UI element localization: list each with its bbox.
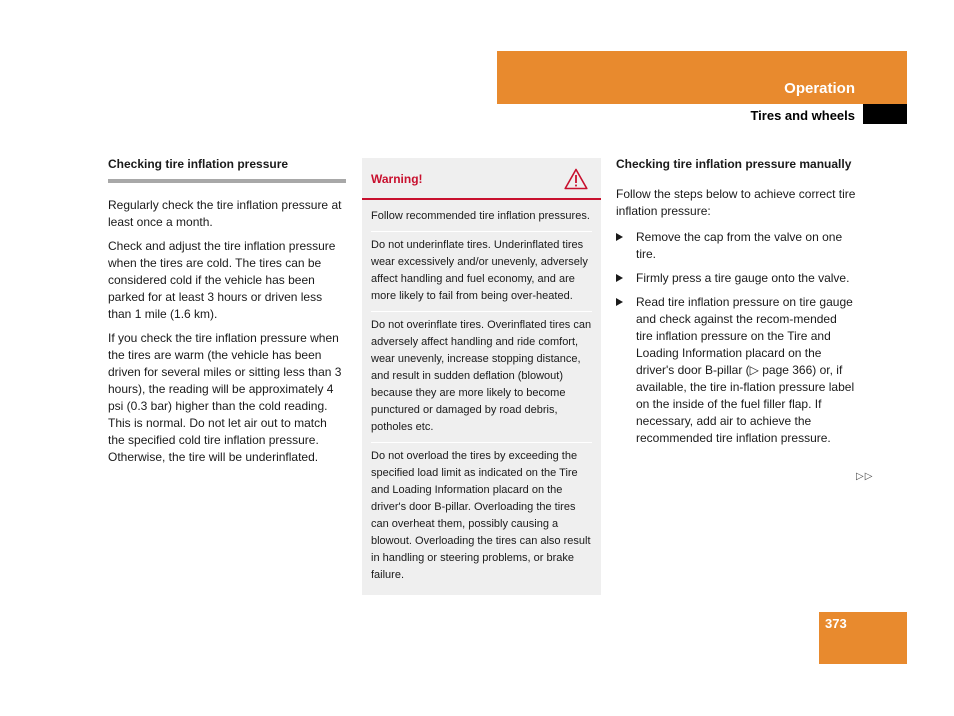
warning-paragraph: Do not underinflate tires. Underinflated tires wear excessively and/or unevenly, adversely affect handling and fuel economy, and are more likely to fail from being over-heated. [371,232,592,312]
step-text: Read tire inflation pressure on tire gauge and check against the recom-mended tire inflation pressure on the Tire and Loading Information placard on the driver's door B-pillar (▷ page 366) or, if available, the tire in-flation pressure label on the inside of the fuel filler flap. If necessary, add air to achieve the recommended tire inflation pressure. [636,295,855,445]
warning-paragraph: Do not overload the tires by exceeding the specified load limit as indicated on the Tire and Loading Information placard on the driver's door B-pillar. Overloading the tires can overheat them, possibly causing a blowout. Overloading the tires can also result in handling or steering problems, or brake failure. [371,450,591,581]
left-paragraph: Check and adjust the tire inflation pressure when the tires are cold. The tires can be considered cold if the vehicle has been parked for at least 3 hours or driven less than 1 mile (1.6 km). [108,239,336,321]
step-text: Firmly press a tire gauge onto the valve. [636,271,850,285]
warning-box [362,158,601,595]
page-number: 373 [825,616,847,631]
left-column [108,156,346,473]
warning-body [362,200,601,590]
left-paragraph: Regularly check the tire inflation pressure at least once a month. [108,198,342,229]
left-heading: Checking tire inflation pressure [108,157,289,171]
right-intro: Follow the steps below to achieve correct tire inflation pressure: [616,187,856,218]
warning-header [362,158,601,200]
step-text: Remove the cap from the valve on one tire. [636,230,843,261]
left-paragraph: If you check the tire inflation pressure when the tires are warm (the vehicle has been driven for several miles or sitting less than 3 hours), the reading will be approximately 4 psi (0.3 bar) higher than the cold reading. This is normal. Do not let air out to match the specified cold tire inflation pressure. Otherwise, the tire will be underinflated. [108,331,342,464]
section-title: Operation [784,80,855,97]
step-bullet-icon [616,298,623,306]
step-bullet-icon [616,233,623,241]
warning-triangle-icon [564,168,588,190]
warning-label: Warning! [371,172,423,186]
section-tab-marker [863,104,907,124]
step-item [616,294,856,447]
step-bullet-icon [616,274,623,282]
warning-paragraph: Follow recommended tire inflation pressures. [371,203,592,232]
step-item [616,229,856,263]
continue-arrows-icon: ▷▷ [856,471,874,482]
heading-rule [108,179,346,183]
step-item [616,270,856,287]
right-heading: Checking tire inflation pressure manually [616,157,852,171]
subsection-title: Tires and wheels [750,108,855,123]
warning-paragraph: Do not overinflate tires. Overinflated tires can adversely affect handling and ride comfort, wear unevenly, increase stopping distance, and result in sudden deflation (blowout) because they are more likely to become punctured or damaged by road debris, potholes etc. [371,312,592,443]
right-column [616,156,856,454]
